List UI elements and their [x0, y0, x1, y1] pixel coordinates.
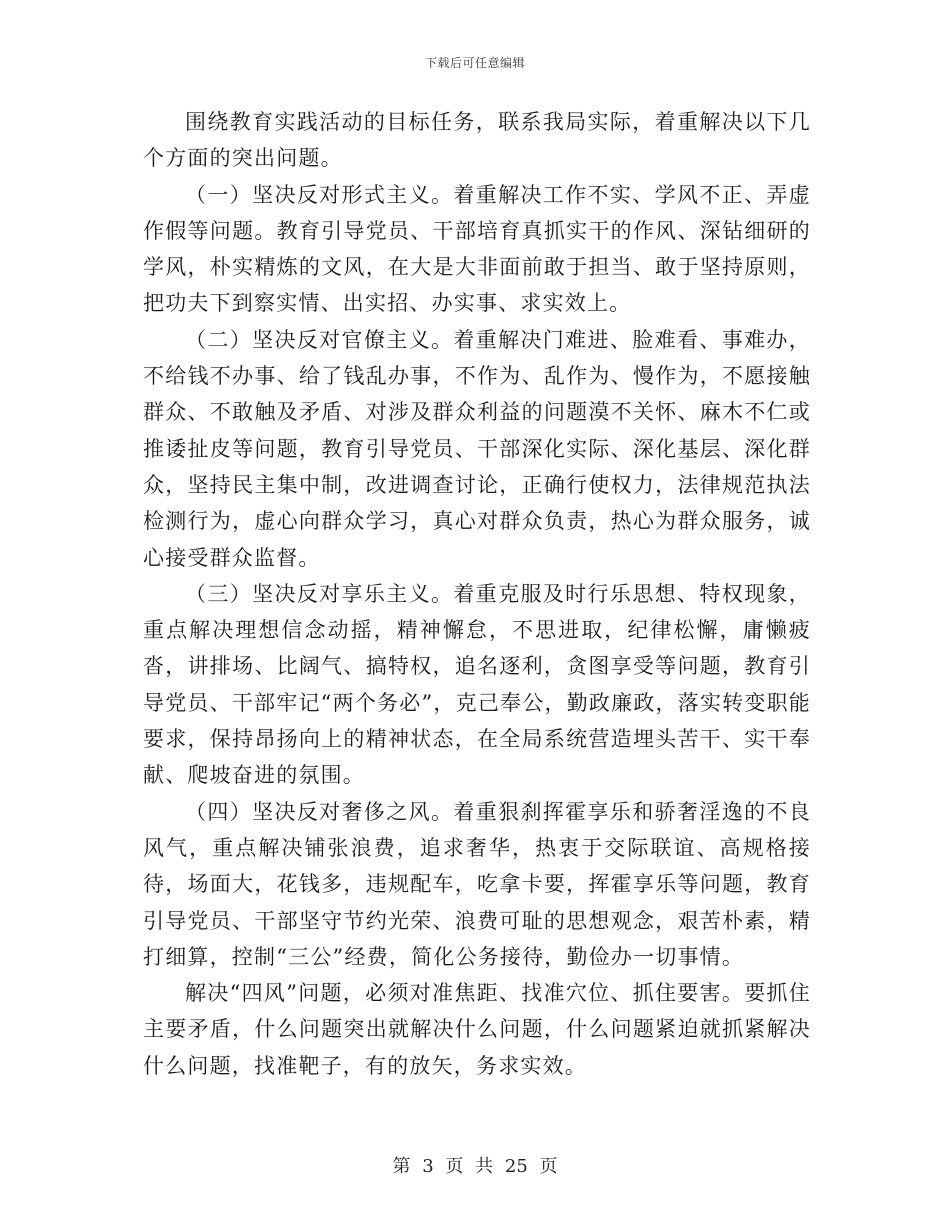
paragraph-formalism: （一）坚决反对形式主义。着重解决工作不实、学风不正、弄虚作假等问题。教育引导党员、干部培育真抓实干的作风、深钻细研的学风，朴实精炼的文风，在大是大非面前敢于担当、敢于坚持原则，把功夫下到察实情、出实招、办实事、求实效上。: [143, 182, 811, 316]
paragraph-hedonism: （三）坚决反对享乐主义。着重克服及时行乐思想、特权现象，重点解决理想信念动摇，精神懈怠，不思进取，纪律松懈，庸懒疲沓，讲排场、比阔气、搞特权，追名逐利，贪图享受等问题，教育引导党员、干部牢记“两个务必”，克己奉公，勤政廉政，落实转变职能要求，保持昂扬向上的精神状态，在全局系统营造埋头苦干、实干奉献、爬坡奋进的氛围。: [143, 581, 811, 788]
document-body: [143, 104, 811, 1084]
footer-page-word: 页: [445, 1156, 464, 1177]
paragraph-conclusion: 解决“四风”问题，必须对准焦距、找准穴位、抓住要害。要抓住主要矛盾，什么问题突出就解决什么问题，什么问题紧迫就抓紧解决什么问题，找准靶子，有的放矢，务求实效。: [143, 981, 811, 1078]
paragraph-extravagance: （四）坚决反对奢侈之风。着重狠刹挥霍享乐和骄奢淫逸的不良风气，重点解决铺张浪费，追求奢华，热衷于交际联谊、高规格接待，场面大，花钱多，违规配车，吃拿卡要，挥霍享乐等问题，教育引导党员、干部坚守节约光荣、浪费可耻的思想观念，艰苦朴素，精打细算，控制“三公”经费，简化公务接待，勤俭办一切事情。: [143, 799, 811, 969]
page-header: 下载后可任意编辑: [424, 56, 525, 70]
footer-prefix: 第: [392, 1156, 411, 1177]
paragraph-bureaucracy: （二）坚决反对官僚主义。着重解决门难进、脸难看、事难办，不给钱不办事、给了钱乱办事，不作为、乱作为、慢作为，不愿接触群众、不敢触及矛盾、对涉及群众利益的问题漠不关怀、麻木不仁或推诿扯皮等问题，教育引导党员、干部深化实际、深化基层、深化群众，坚持民主集中制，改进调查讨论，正确行使权力，法律规范执法检测行为，虚心向群众学习，真心对群众负责，热心为群众服务，诚心接受群众监督。: [143, 327, 811, 570]
paragraph-intro: 围绕教育实践活动的目标任务，联系我局实际，着重解决以下几个方面的突出问题。: [143, 110, 811, 171]
footer-total-label: 共: [475, 1156, 494, 1177]
footer-suffix: 页: [539, 1156, 558, 1177]
total-page-count: 25: [504, 1156, 528, 1177]
page-footer: [0, 1152, 950, 1178]
current-page-number: 3: [422, 1156, 434, 1177]
